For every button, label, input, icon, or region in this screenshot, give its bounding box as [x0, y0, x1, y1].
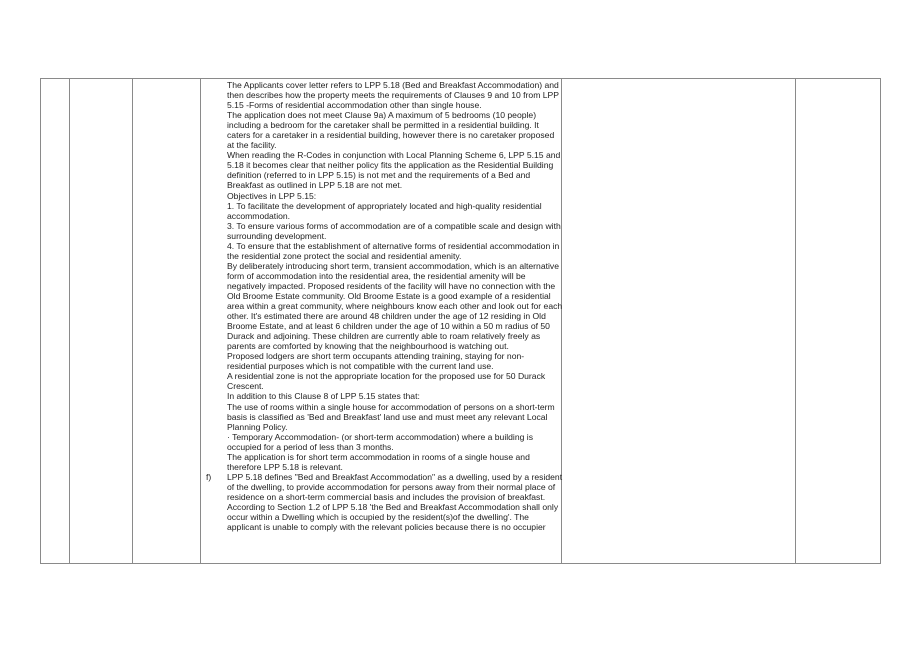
paragraph: 5.18 it becomes clear that neither policy fits the application as the Residential Building definition (referred to in LPP 5.15) is not met and the requirements of a Bed and Breakfast as outlined in LPP 5.18 are not met. — [227, 160, 554, 191]
column-divider — [200, 79, 201, 563]
paragraph: By deliberately introducing short term, transient accommodation, which is an alternative form of accommodation into the residential area, the residential amenity will be negatively impacted. Proposed residents of the facility will have no connection with the Old Broome Estate community. Old Broome Estate is a good example of a residential area within a great community, where neighbours know each other and look out for each other. It's estimated there are around 48 children under the age of 12 residing in Old Broome Estate, and at least 6 children under the age of 10 within a 50 m radius of 50 Durack and adjoining. These children are currently able to roam relatively freely as parents are comforted by knowing that the neighbourhood is watching out. — [227, 260, 563, 352]
paragraph: 1. To facilitate the development of appropriately located and high-quality residential accommodation. — [227, 200, 542, 221]
paragraph: Objectives in LPP 5.15: — [227, 190, 317, 201]
column-divider — [69, 79, 70, 563]
paragraph: The Applicants cover letter refers to LPP 5.18 (Bed and Breakfast Accommodation) and then describes how the property meets the requirements of Clauses 9 and 10 from LPP 5.15 -Forms of residential accommodation other than single house. — [227, 80, 559, 111]
submission-table — [40, 78, 881, 564]
column-divider — [795, 79, 796, 563]
paragraph: LPP 5.18 defines "Bed and Breakfast Accommodation" as a dwelling, used by a resident of the dwelling, to provide accommodation for persons away from their normal place of residence on a short-term commercial basis and includes the provision of breakfast. — [227, 471, 563, 502]
paragraph: A residential zone is not the appropriate location for the proposed use for 50 Durack Crescent. — [227, 371, 546, 392]
paragraph: · Temporary Accommodation- (or short-term accommodation) where a building is occupied for a period of less than 3 months. — [227, 431, 533, 452]
list-item-f — [206, 471, 563, 533]
paragraph: The application is for short term accommodation in rooms of a single house and therefore LPP 5.18 is relevant. — [227, 451, 530, 472]
paragraph: In addition to this Clause 8 of LPP 5.15 states that: — [227, 391, 420, 402]
list-marker: f) — [206, 471, 212, 482]
paragraph: When reading the R-Codes in conjunction with Local Planning Scheme 6, LPP 5.15 and — [227, 150, 561, 161]
paragraph: The use of rooms within a single house for accommodation of persons on a short-term basis is classified as 'Bed and Breakfast' land use and must meet any relevant Local Planning Policy. — [227, 401, 555, 432]
paragraph: Proposed lodgers are short term occupants attending training, staying for non-residential purposes which is not compatible with the current land use. — [227, 351, 525, 372]
paragraph: The application does not meet Clause 9a) A maximum of 5 bedrooms (10 people) including a bedroom for the caretaker shall be permitted in a residential building. It caters for a caretaker in a residential building, however there is no caretaker proposed at the facility. — [227, 110, 555, 151]
comment-cell — [206, 80, 563, 533]
paragraph: According to Section 1.2 of LPP 5.18 'the Bed and Breakfast Accommodation shall only occur within a Dwelling which is occupied by the resident(s)of the dwelling'. The applicant is unable to comply with the relevant policies because there is no occupier — [227, 501, 559, 533]
paragraph: 3. To ensure various forms of accommodation are of a compatible scale and design with surrounding development. — [227, 220, 561, 241]
paragraph: 4. To ensure that the establishment of alternative forms of residential accommodation in the residential zone protect the social and residential amenity. — [227, 240, 560, 261]
column-divider — [132, 79, 133, 563]
